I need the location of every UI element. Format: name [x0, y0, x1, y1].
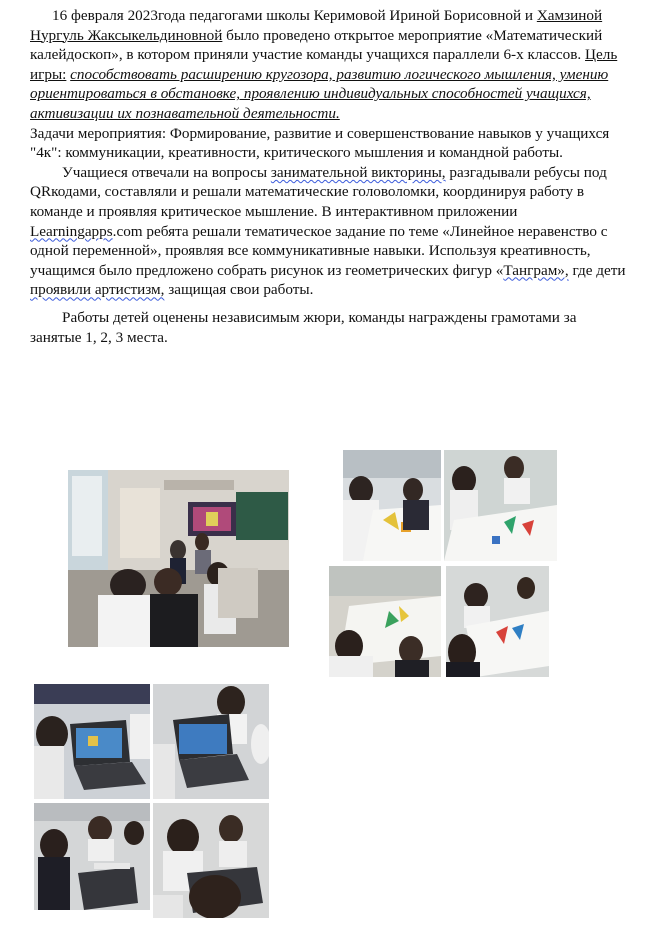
learningapps-text: Learningapps	[30, 222, 113, 240]
laptop-photo-3	[34, 803, 150, 910]
activities-text-c: разгадывали ребусы под QRкодами, составляли и решали математические головоломки, координируя работу в команде и проявляя критическое мышление. В интерактивном приложении	[30, 163, 607, 220]
tangram-text: Танграм»,	[503, 261, 569, 279]
tangram-photo-1	[343, 450, 441, 561]
goal-label: Цель игры:	[30, 46, 618, 83]
article-text	[30, 6, 630, 347]
teacher-name-underlined: Хамзиной Нургуль Жаксыкельдиновной	[30, 7, 603, 44]
laptop-photo-2	[153, 684, 269, 799]
quiz-text: занимательной викторины,	[270, 163, 446, 181]
intro-text-a: 16 февраля 2023года педагогами школы Керимовой Ириной Борисовной и	[52, 7, 537, 24]
laptop-photo-1	[34, 684, 150, 799]
paragraph-intro	[30, 6, 630, 124]
paragraph-activities	[30, 163, 630, 300]
tangram-photo-4	[446, 566, 549, 677]
laptop-photo-4	[153, 803, 269, 918]
tangram-photo-2	[444, 450, 557, 561]
classroom-photo	[68, 470, 289, 647]
goal-text: способствовать расширению кругозора, развитию логического мышления, умению ориентироваться в обстановке, проявлению индивидуальных способностей учащихся, активизации их познавательной деятельности.	[30, 65, 609, 122]
activities-text-i: защищая свои работы.	[164, 281, 314, 299]
paragraph-tasks: Задачи мероприятия: Формирование, развитие и совершенствование навыков у учащихся "4к": коммуникации, креативности, критического мышления и командной работы.	[30, 124, 610, 162]
activities-text-a: Учащиеся отвечали на вопросы	[62, 163, 271, 181]
intro-text-c: было проведено открытое мероприятие «Математический калейдоскоп», в котором приняли участие команды учащихся параллели 6-х классов.	[30, 26, 603, 64]
artistry-text: проявили артистизм,	[30, 281, 165, 299]
paragraph-results: Работы детей оценены независимым жюри, команды награждены грамотами за занятые 1, 2, 3 места.	[30, 308, 577, 346]
activities-text-e: .com ребята решали тематическое задание по теме «Линейное неравенство с одной переменной», проявляя все коммуникативные навыки. Используя креативность, учащимся было предложено собрать рисунок из геометрических фигур «	[30, 222, 608, 279]
tangram-photo-3	[329, 566, 441, 677]
activities-text-g: где дети	[568, 261, 626, 279]
